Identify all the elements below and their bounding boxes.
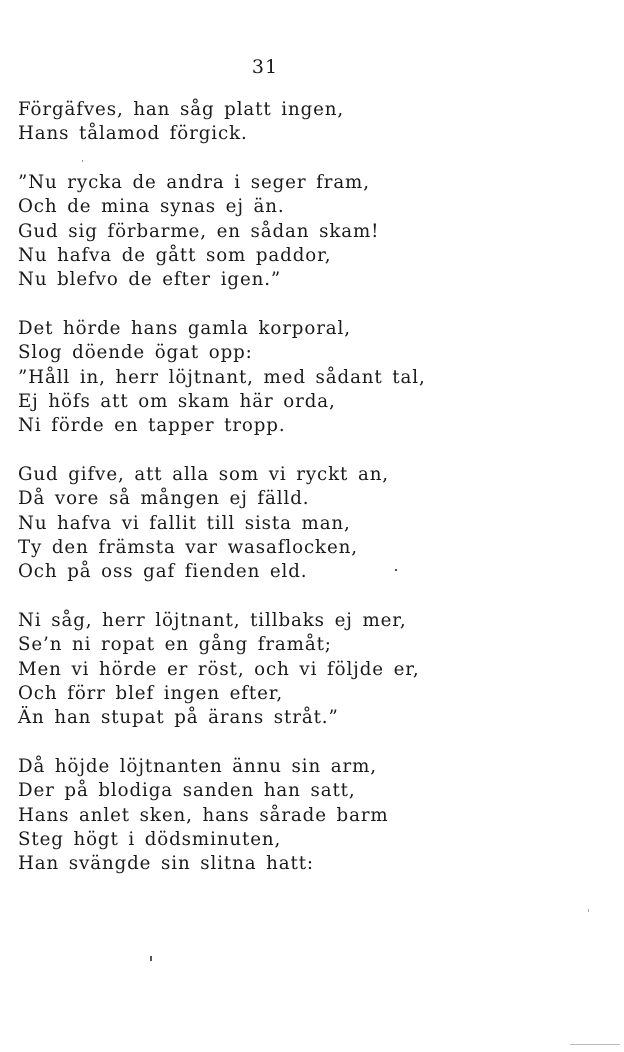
poem-line: ”Nu rycka de andra i seger fram, (18, 172, 370, 194)
poem-line: Men vi hörde er röst, och vi följde er, (18, 658, 420, 680)
page-number: 31 (251, 56, 279, 78)
poem-line: Nu blefvo de efter igen.” (18, 269, 282, 291)
poem-line: Slog döende ögat opp: (18, 342, 253, 364)
scan-speck (82, 160, 83, 162)
scan-speck (150, 956, 152, 961)
poem-line: Förgäfves, han såg platt ingen, (18, 99, 345, 120)
poem-line: ”Håll in, herr löjtnant, med sådant tal, (18, 366, 426, 388)
poem-line: Se’n ni ropat en gång framåt; (18, 634, 332, 656)
poem-line: Hans tålamod förgick. (18, 123, 248, 145)
poem-line: Ni såg, herr löjtnant, tillbaks ej mer, (18, 610, 407, 632)
poem-line: Då höjde löjtnanten ännu sin arm, (18, 756, 377, 778)
poem-line: Gud sig förbarme, en sådan skam! (18, 220, 380, 242)
scan-speck (570, 1044, 620, 1045)
scan-speck (588, 909, 589, 912)
poem-line: Och på oss gaf fienden eld. (18, 561, 308, 583)
poem-line: Ej höfs att om skam här orda, (18, 390, 336, 412)
poem-line: Det hörde hans gamla korporal, (18, 318, 351, 340)
stanza (18, 609, 608, 730)
poem-line: Ty den främsta var wasaflocken, (18, 536, 358, 558)
poem-line: Nu hafva vi fallit till sista man, (18, 512, 351, 534)
poem-line: Då vore så mången ej fälld. (18, 488, 310, 510)
stanza (18, 98, 608, 147)
stanza (18, 463, 608, 584)
poem-line: Och de mina synas ej än. (18, 196, 285, 218)
scan-speck (395, 569, 397, 571)
stanza (18, 171, 608, 292)
poem-line: Och förr blef ingen efter, (18, 682, 284, 704)
poem-line: Än han stupat på ärans stråt.” (18, 707, 339, 729)
poem-body (18, 98, 608, 901)
stanza (18, 317, 608, 438)
poem-line: Ni förde en tapper tropp. (18, 415, 286, 437)
poem-line: Gud gifve, att alla som vi ryckt an, (18, 464, 389, 486)
poem-line: Steg högt i dödsminuten, (18, 828, 282, 850)
poem-line: Der på blodiga sanden han satt, (18, 780, 356, 802)
poem-line: Hans anlet sken, hans sårade barm (18, 804, 389, 826)
poem-line: Nu hafva de gått som paddor, (18, 244, 332, 266)
stanza (18, 755, 608, 876)
poem-line: Han svängde sin slitna hatt: (18, 853, 314, 875)
